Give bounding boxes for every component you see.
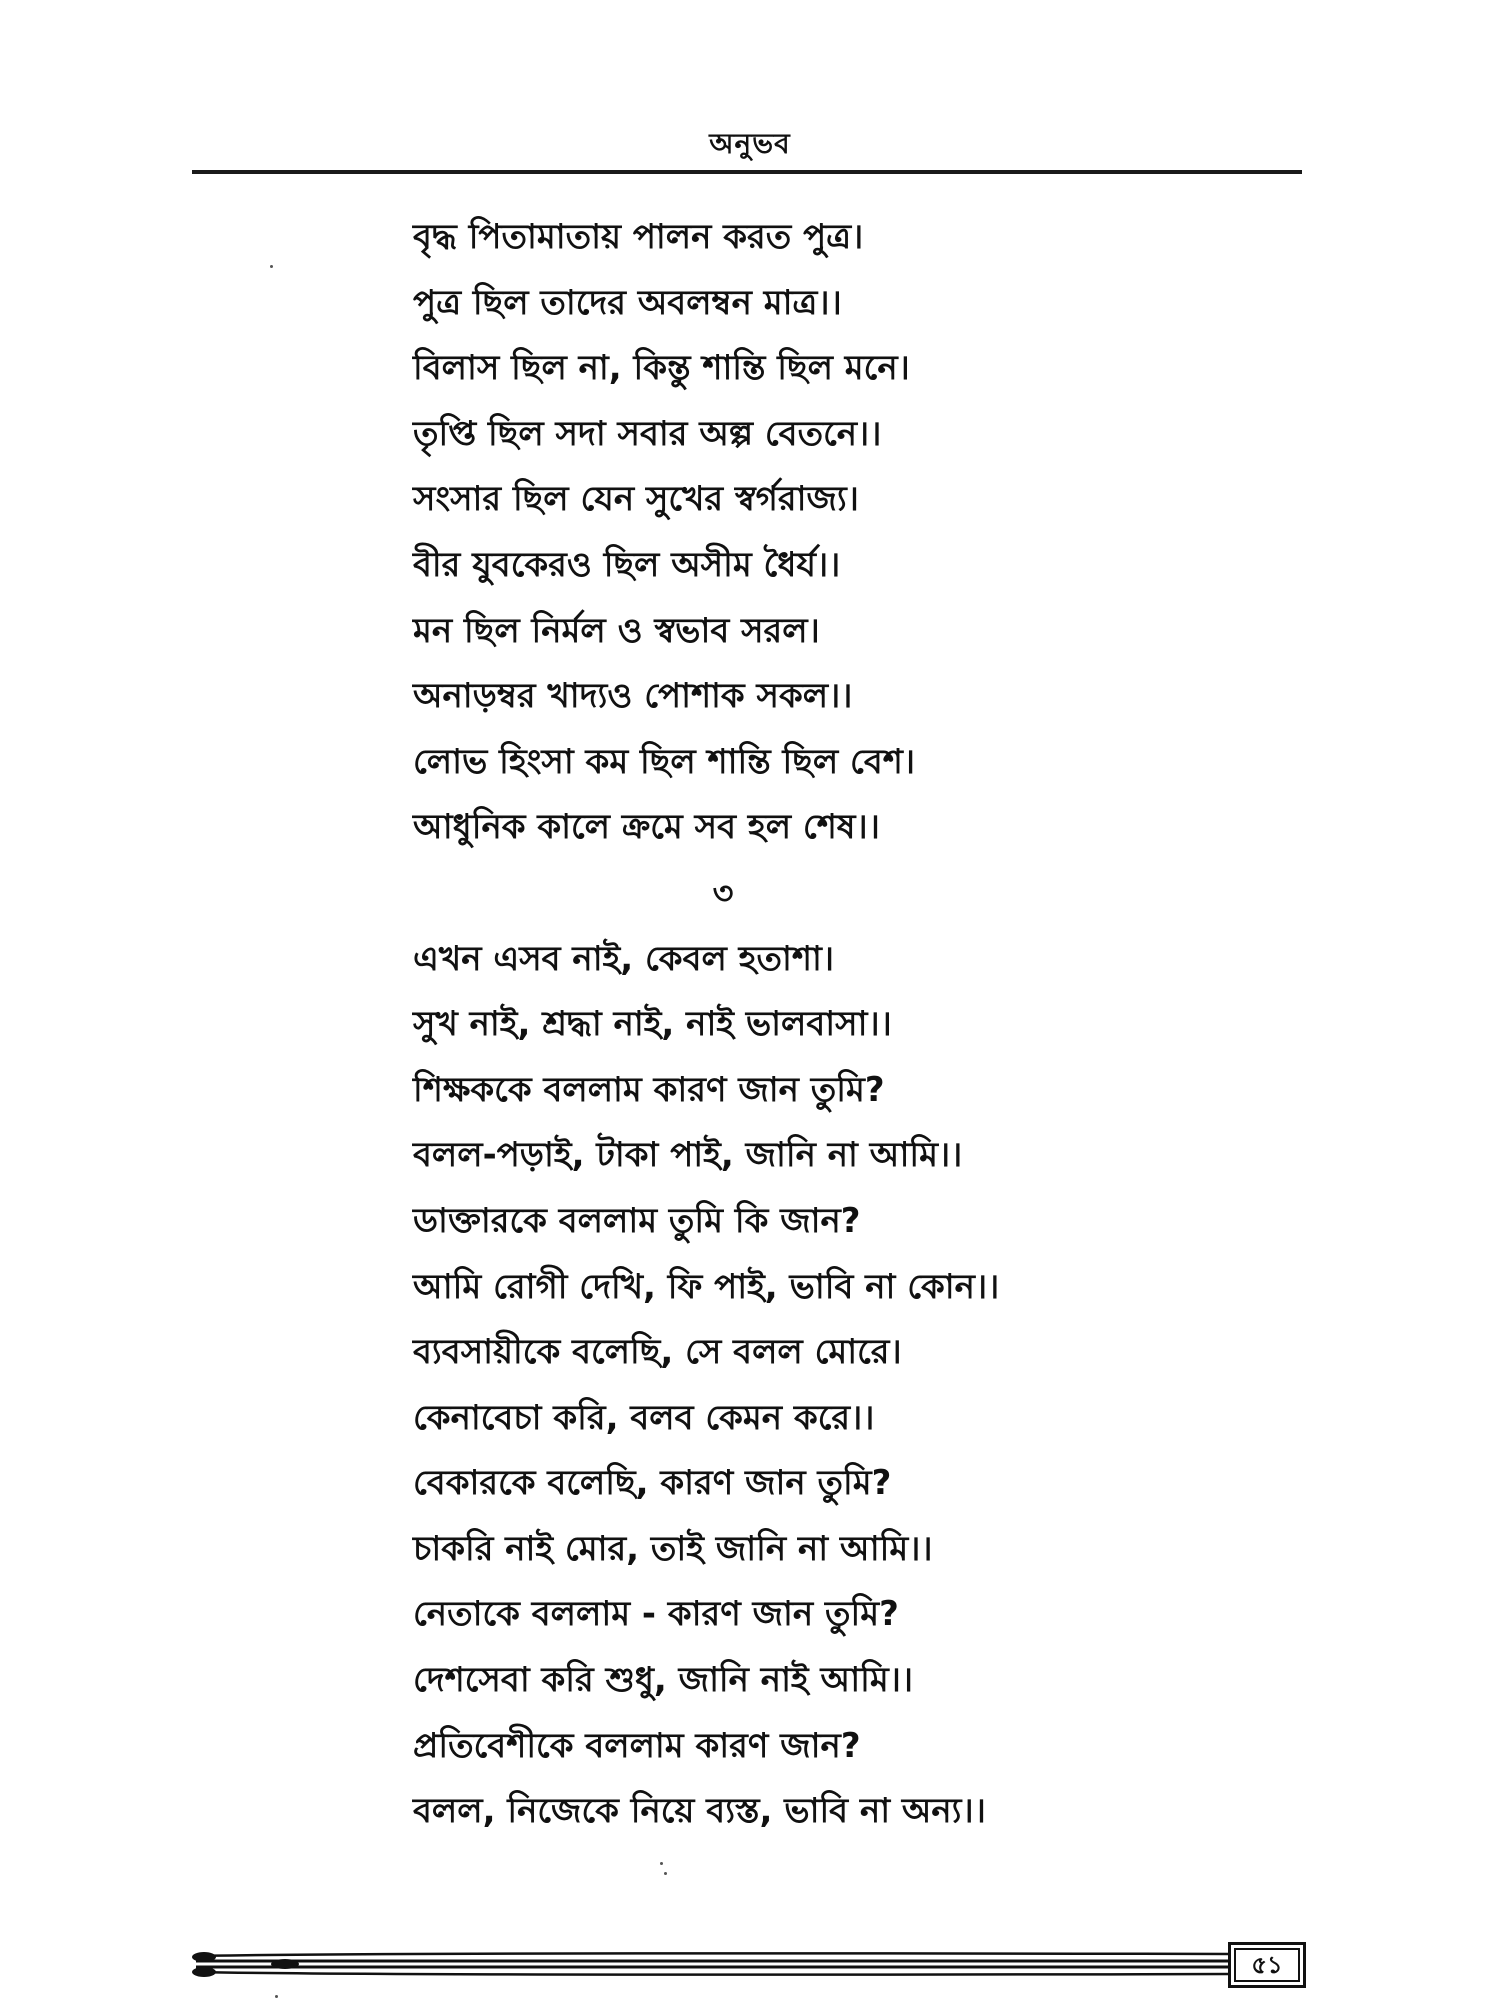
verse-line: সুখ নাই, শ্রদ্ধা নাই, নাই ভালবাসা।। [413,1004,892,1045]
verse-line: বিলাস ছিল না, কিন্তু শান্তি ছিল মনে। [413,348,910,389]
verse-line: বলল-পড়াই, টাকা পাই, জানি না আমি।। [413,1135,963,1176]
verse-line: বলল, নিজেকে নিয়ে ব্যস্ত, ভাবি না অন্য।। [413,1791,986,1832]
poem-body [413,205,1413,1845]
verse-line: ডাক্তারকে বললাম তুমি কি জান? [413,1200,861,1241]
scan-speck [664,1872,667,1875]
verse-line: মন ছিল নির্মল ও স্বভাব সরল। [413,610,820,651]
running-head: অনুভব [709,127,791,160]
verse-line: বীর যুবকেরও ছিল অসীম ধৈর্য।। [413,544,841,585]
verse-line: কেনাবেচা করি, বলব কেমন করে।। [413,1397,875,1438]
verse-line: দেশসেবা করি শুধু, জানি নাই আমি।। [413,1660,914,1701]
verse-line: এখন এসব নাই, কেবল হতাশা। [413,938,835,979]
scan-speck [660,1862,663,1865]
verse-line: লোভ হিংসা কম ছিল শান্তি ছিল বেশ। [413,741,916,782]
verse-line: ব্যবসায়ীকে বলেছি, সে বলল মোরে। [413,1332,902,1373]
verse-line: বেকারকে বলেছি, কারণ জান তুমি? [413,1463,892,1504]
verse-line: আধুনিক কালে ক্রমে সব হল শেষ।। [413,807,880,848]
verse-line: অনাড়ম্বর খাদ্যও পোশাক সকল।। [413,676,853,717]
verse-line: প্রতিবেশীকে বললাম কারণ জান? [413,1725,861,1766]
verse-line: সংসার ছিল যেন সুখের স্বর্গরাজ্য। [413,479,859,520]
verse-line: চাকরি নাই মোর, তাই জানি না আমি।। [413,1528,933,1569]
verse-line: তৃপ্তি ছিল সদা সবার অল্প বেতনে।। [413,413,882,454]
stanza [413,927,1413,1845]
page-number: ৫১ [1228,1942,1306,1988]
scan-speck [275,1995,278,1998]
verse-line: পুত্র ছিল তাদের অবলম্বন মাত্র।। [413,282,842,323]
header-rule [192,170,1302,174]
verse-line: শিক্ষককে বললাম কারণ জান তুমি? [413,1069,885,1110]
verse-line: বৃদ্ধ পিতামাতায় পালন করত পুত্র। [413,217,864,257]
scan-speck [270,265,273,268]
verse-line: নেতাকে বললাম - কারণ জান তুমি? [413,1594,899,1635]
verse-line: আমি রোগী দেখি, ফি পাই, ভাবি না কোন।। [413,1266,1000,1307]
section-number: ৩ [712,873,734,912]
footer-ornament [190,1950,1230,1978]
stanza [413,205,1413,861]
